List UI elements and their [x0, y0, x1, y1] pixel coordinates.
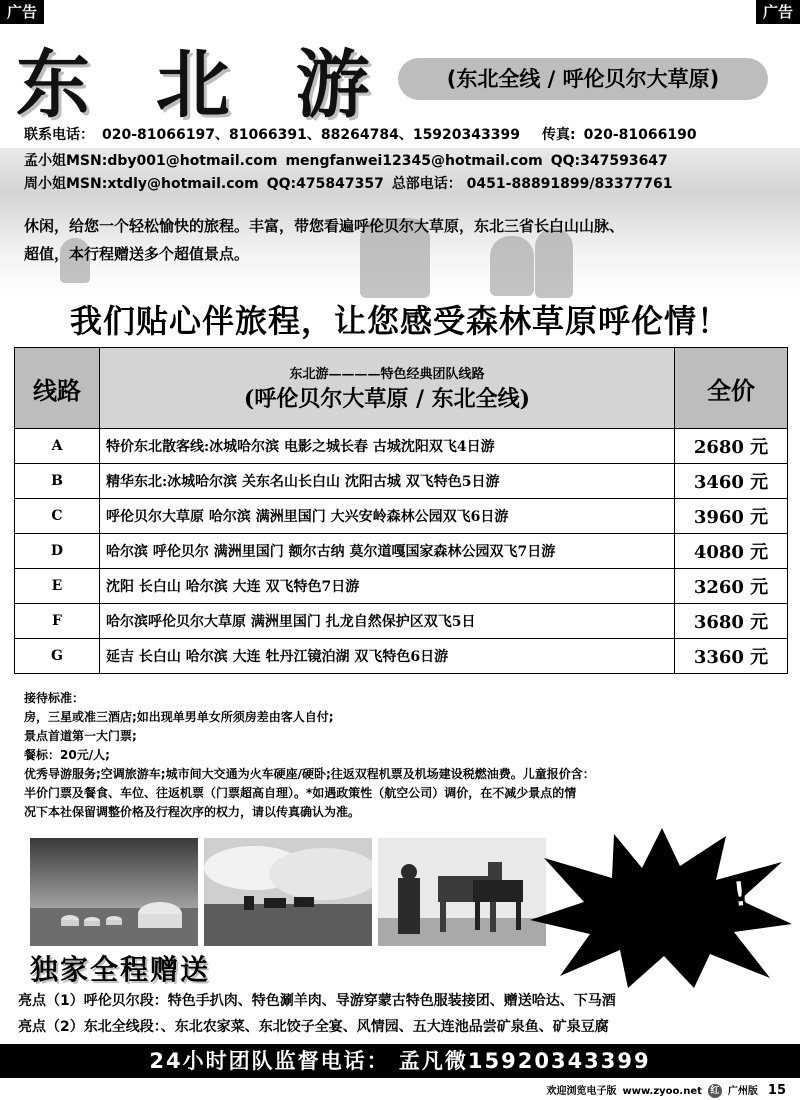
slogan: 我们贴心伴旅程，让您感受森林草原呼伦情！ — [69, 302, 730, 340]
note-line: 半价门票及餐食、车位、往返机票（门票超高自理）。*如遇政策性（航空公司）调价，在不减少景点的情 — [24, 786, 577, 800]
header-title-small: 东北游————特色经典团队线路 — [289, 367, 485, 382]
route-code: C — [15, 499, 100, 534]
ad-label-left: 广告 — [0, 0, 44, 24]
service-notes — [24, 689, 784, 822]
grassland-riders-photo — [204, 838, 372, 946]
seal-icon: 红 — [708, 1084, 722, 1098]
table-row — [15, 534, 788, 569]
route-price: 3460 元 — [675, 464, 788, 499]
routes-table — [14, 347, 788, 674]
intro-text — [24, 212, 784, 268]
phone-label: 联系电话： — [24, 127, 94, 143]
route-code: D — [15, 534, 100, 569]
contact-line-1 — [24, 124, 705, 144]
route-price: 3260 元 — [675, 569, 788, 604]
footer-browse: 欢迎浏览电子版 — [546, 1086, 617, 1097]
route-desc: 哈尔滨 呼伦贝尔 满洲里国门 额尔古纳 莫尔道嘎国家森林公园双飞7日游 — [100, 534, 675, 569]
table-row — [15, 639, 788, 674]
note-line: 况下本社保留调整价格及行程次序的权力，请以传真确认为准。 — [24, 805, 361, 819]
route-desc: 呼伦贝尔大草原 哈尔滨 满洲里国门 大兴安岭森林公园双飞6日游 — [100, 499, 675, 534]
subtitle-pill: (东北全线 / 呼伦贝尔大草原) — [398, 58, 768, 100]
qq-zhou: QQ:475847357 — [266, 176, 384, 192]
highlight-2: 亮点（2）东北全线段：、东北农家菜、东北饺子全宴、风情园、五大连池品尝矿泉鱼、矿泉豆腐 — [18, 1019, 609, 1035]
header-price: 全价 — [675, 348, 788, 429]
route-price: 2680 元 — [675, 429, 788, 464]
footer-edition: 广州版 — [727, 1086, 758, 1097]
route-code: B — [15, 464, 100, 499]
note-line: 餐标：20元/人; — [24, 748, 110, 762]
page-title: 东 北 游 — [16, 42, 390, 128]
fax-number: 020-81066190 — [583, 127, 697, 143]
footer — [540, 1082, 786, 1098]
msn-meng: 孟小姐MSN:dby001@hotmail.com — [24, 153, 278, 169]
header-route: 线路 — [15, 348, 100, 429]
phone-numbers: 020-81066197、81066391、88264784、15920343399 — [102, 127, 520, 143]
note-line: 房，三星或准三酒店;如出现单男单女所须房差由客人自付; — [24, 710, 334, 724]
route-price: 3960 元 — [675, 499, 788, 534]
gift-title: 独家全程赠送 — [30, 953, 211, 986]
hq-phone: 总部电话： 0451-88891899/83377761 — [391, 176, 673, 192]
promo-burst-text: 特价散客! — [586, 873, 751, 932]
intro-line: 超值，本行程赠送多个超值景点。 — [24, 245, 250, 263]
email-meng: mengfanwei12345@hotmail.com — [285, 153, 543, 169]
yurt-photo — [30, 838, 198, 946]
header-title — [100, 348, 675, 429]
route-price: 3360 元 — [675, 639, 788, 674]
note-line: 景点首道第一大门票; — [24, 729, 137, 743]
hotline-bar: 24小时团队监督电话： 孟凡微15920343399 — [0, 1044, 800, 1078]
note-line: 优秀导游服务;空调旅游车;城市间大交通为火车硬座/硬卧;往返双程机票及机场建设税燃油费。儿童报价含： — [24, 767, 595, 781]
qq-meng: QQ:347593647 — [550, 153, 668, 169]
herdsman-horse-photo — [378, 838, 546, 946]
contact-line-2 — [24, 150, 676, 170]
page-number: 15 — [767, 1083, 786, 1098]
table-row — [15, 569, 788, 604]
footer-site-link[interactable]: www.zyoo.net — [622, 1086, 702, 1097]
table-row — [15, 604, 788, 639]
route-code: A — [15, 429, 100, 464]
route-code: E — [15, 569, 100, 604]
route-code: F — [15, 604, 100, 639]
route-desc: 哈尔滨呼伦贝尔大草原 满洲里国门 扎龙自然保护区双飞5日 — [100, 604, 675, 639]
contact-line-3 — [24, 173, 680, 193]
note-line: 接待标准： — [24, 691, 85, 705]
ad-label-right: 广告 — [756, 0, 800, 24]
route-code: G — [15, 639, 100, 674]
msn-zhou: 周小姐MSN:xtdly@hotmail.com — [24, 176, 259, 192]
route-desc: 特价东北散客线:冰城哈尔滨 电影之城长春 古城沈阳双飞4日游 — [100, 429, 675, 464]
highlight-1: 亮点（1）呼伦贝尔段：特色手扒肉、特色涮羊肉、导游穿蒙古特色服装接团、赠送哈达、下马酒 — [18, 993, 616, 1009]
intro-line: 休闲，给您一个轻松愉快的旅程。丰富，带您看遍呼伦贝尔大草原，东北三省长白山山脉、 — [24, 217, 625, 235]
route-desc: 精华东北:冰城哈尔滨 关东名山长白山 沈阳古城 双飞特色5日游 — [100, 464, 675, 499]
table-row — [15, 429, 788, 464]
route-desc: 延吉 长白山 哈尔滨 大连 牡丹江镜泊湖 双飞特色6日游 — [100, 639, 675, 674]
header-title-big: (呼伦贝尔大草原 / 东北全线) — [243, 386, 531, 412]
table-row — [15, 499, 788, 534]
route-price: 4080 元 — [675, 534, 788, 569]
fax-label: 传真: — [541, 127, 576, 143]
table-header — [15, 348, 788, 429]
route-price: 3680 元 — [675, 604, 788, 639]
route-desc: 沈阳 长白山 哈尔滨 大连 双飞特色7日游 — [100, 569, 675, 604]
table-row — [15, 464, 788, 499]
